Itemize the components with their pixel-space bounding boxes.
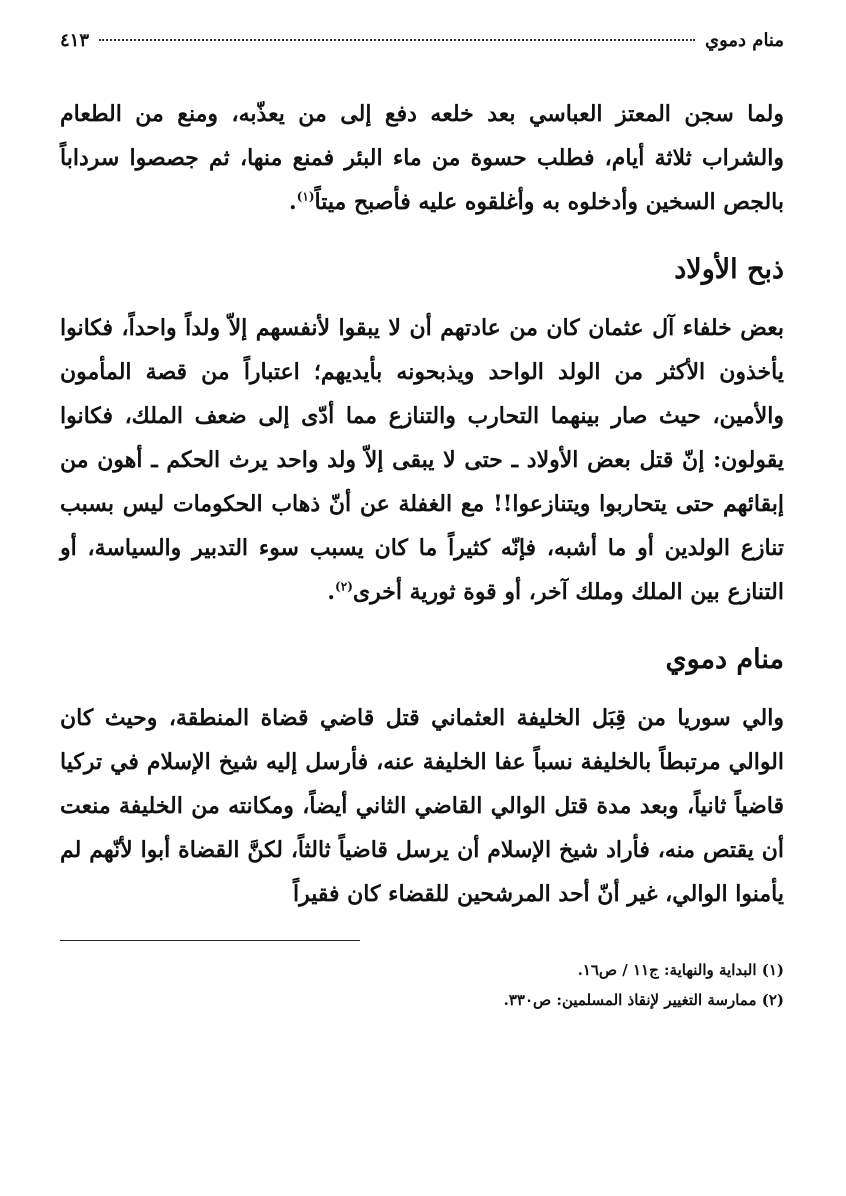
footnote-ref-1[interactable]: (١) [296,189,315,204]
page-number: ٤١٣ [60,30,90,51]
footnote-ref-2[interactable]: (٢) [335,579,353,594]
running-header-title: منام دموي [704,30,784,51]
running-header [60,30,784,66]
footnote-2: (٢) ممارسة التغيير لإنقاذ المسلمين: ص٣٣٠. [503,991,784,1009]
paragraph-killing-sons-text: بعض خلفاء آل عثمان كان من عادتهم أن لا يبقوا لأنفسهم إلاّ ولداً واحداً، فكانوا يأخذون الأكثر من الولد الواحد ويذبحونه بأيديهم؛ اعتباراً من قصة المأمون والأمين، حيث صار بينهما التحارب والتنازع مما أدّى إلى ضعف الملك، فكانوا يقولون: إنّ قتل بعض الأولاد ـ حتى لا يبقى إلاّ ولد واحد يرث الحكم ـ أهون من إبقائهم حتى يتحاربوا ويتنازعوا!! مع الغفلة عن أنّ ذهاب الحكومات ليس بسبب تنازع الولدين أو ما أشبه، فإنّه كثيراً ما كان يسبب سوء التدبير والسياسة، أو التنازع بين الملك وملك آخر، أو قوة ثورية أخرى [60,315,785,605]
footnote-1: (١) البداية والنهاية: ج١١ / ص١٦. [577,961,784,979]
paragraph-imprisonment-end: . [289,189,297,215]
paragraph-bloody-dream [60,696,784,916]
footnote-divider [60,940,360,941]
footnotes [60,955,784,1015]
paragraph-bloody-dream-text: والي سوريا من قِبَل الخليفة العثماني قتل قاضي قضاة المنطقة، وحيث كان الوالي مرتبطاً بالخليفة نسباً عفا الخليفة عنه، فأرسل إليه شيخ الإسلام في تركيا قاضياً ثانياً، وبعد مدة قتل الوالي القاضي الثاني أيضاً، ومكانته من الخليفة منعت أن يقتص منه، فأراد شيخ الإسلام أن يرسل قاضياً ثالثاً، لكنَّ القضاة أبوا لأنّهم لم يأمنوا الوالي، غير أنّ أحد المرشحين للقضاء كان فقيراً [60,705,784,907]
paragraph-killing-sons-end: . [327,579,336,605]
book-page [60,30,784,1170]
section-heading-bloody-dream: منام دموي [665,644,784,675]
header-dotted-leader [99,39,695,41]
paragraph-killing-sons [60,306,784,614]
paragraph-imprisonment [60,92,784,224]
section-heading-killing-sons: ذبح الأولاد [674,254,784,285]
paragraph-imprisonment-text: ولما سجن المعتز العباسي بعد خلعه دفع إلى من يعذّبه، ومنع من الطعام والشراب ثلاثة أيام، فطلب حسوة من ماء البئر فمنع منها، ثم جصصوا سرداباً بالجص السخين وأدخلوه به وأغلقوه عليه فأصبح ميتاً [60,101,784,215]
